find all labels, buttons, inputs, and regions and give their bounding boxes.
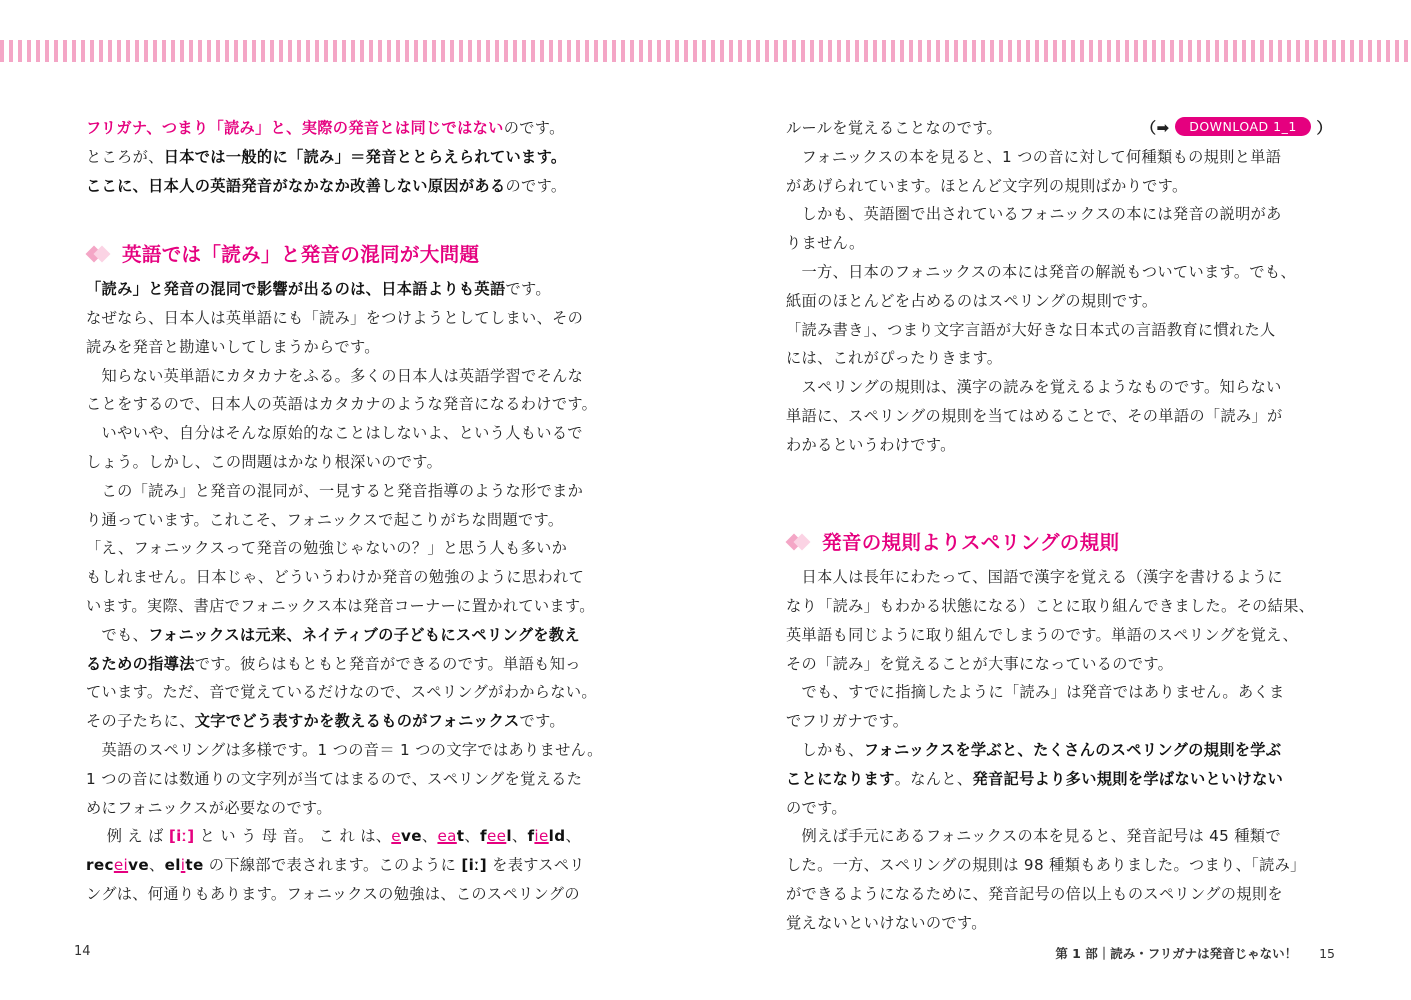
text-line <box>786 880 1334 909</box>
text-line <box>786 258 1334 287</box>
text-run: 単語に、スペリングの規則を当てはめることで、その単語の「読み」が <box>786 406 1283 425</box>
text-line <box>86 506 634 535</box>
left-body <box>86 275 634 909</box>
text-run: なぜなら、日本人は英単語にも「読み」をつけようとしてしまい、その <box>86 308 584 327</box>
text-line <box>86 794 634 823</box>
text-run: と い う 母 音。 こ れ は、 <box>194 827 392 846</box>
text-line <box>86 563 634 592</box>
text-line <box>86 678 634 707</box>
text-run: 1 つの音には数通りの文字列が当てはまるので、スペリングを覚えるた <box>86 769 583 788</box>
text-run: 発音記号より多い規則を学ばないといけない <box>972 769 1284 788</box>
text-run: 文字でどう表すかを教えるものがフォニックス <box>194 712 520 731</box>
text-line <box>86 880 634 909</box>
text-line <box>786 316 1334 345</box>
text-run: 、 <box>511 827 528 846</box>
text-run: には、これがぴったりきます。 <box>786 349 1003 368</box>
text-line <box>786 678 1334 707</box>
text-run: 、 <box>464 827 480 846</box>
text-run: ところが、 <box>86 147 164 166</box>
text-line <box>86 592 634 621</box>
text-run: でも、 <box>86 625 149 644</box>
text-line <box>786 822 1334 851</box>
text-line <box>786 143 1334 172</box>
text-run: [iː] <box>168 827 195 846</box>
text-line <box>86 275 634 304</box>
text-run: わかるというわけです。 <box>786 435 956 454</box>
text-run: 。なんと、 <box>894 769 973 788</box>
text-run: した。一方、スペリングの規則は 98 種類もありました。つまり、「読み」 <box>786 856 1306 875</box>
text-run: フォニックスを学ぶと、たくさんのスペリングの規則を学ぶ <box>863 740 1282 759</box>
text-line <box>86 390 634 419</box>
text-run: しかも、 <box>786 740 864 759</box>
text-run: l <box>506 827 512 846</box>
text-run: e <box>391 827 401 846</box>
text-line <box>86 172 634 201</box>
text-run: この「読み」と発音の混同が、一見すると発音指導のような形でまか <box>86 481 584 500</box>
left-section-heading <box>86 235 634 275</box>
text-run: るための指導法 <box>86 654 195 673</box>
text-run: ことになります <box>786 769 895 788</box>
text-line <box>786 172 1334 201</box>
text-run: その子たちに、 <box>86 712 195 731</box>
left-page <box>86 114 634 909</box>
text-run: t <box>456 827 465 846</box>
text-run: ee <box>486 827 507 846</box>
text-line <box>86 707 634 736</box>
text-run: 一方、日本のフォニックスの本には発音の解説もついています。でも、 <box>786 262 1297 281</box>
right-section-heading <box>786 523 1334 563</box>
text-run: を表すスペリ <box>486 856 585 875</box>
text-run: ができるようになるために、発音記号の倍以上ものスペリングの規則を <box>786 884 1283 903</box>
text-run: です。 <box>519 712 565 731</box>
text-run: f <box>527 827 535 846</box>
text-run: でフリガナです。 <box>786 712 909 731</box>
right-heading-text: 発音の規則よりスペリングの規則 <box>822 531 1120 555</box>
text-line <box>786 373 1334 402</box>
text-run: ei <box>113 856 129 875</box>
text-line <box>86 621 634 650</box>
text-run: ています。ただ、音で覚えているだけなので、スペリングがわからない。 <box>86 683 597 702</box>
text-line <box>786 563 1334 592</box>
right-body-1 <box>786 143 1334 460</box>
download-close-paren: ） <box>1316 119 1332 137</box>
text-run: el <box>164 856 181 875</box>
text-run: スペリングの規則は、漢字の読みを覚えるようなものです。知らない <box>786 378 1282 397</box>
text-run: でも、すでに指摘したように「読み」は発音ではありません。あくま <box>786 683 1285 702</box>
text-run: しょう。しかし、この問題はかなり根深いのです。 <box>86 452 443 471</box>
double-diamond-icon <box>786 533 816 553</box>
text-line <box>786 229 1334 258</box>
text-run: f <box>479 827 487 846</box>
text-run: 、 <box>149 856 165 875</box>
text-run: フォニックスは元来、ネイティブの子どもにスペリングを教え <box>148 625 580 644</box>
text-run: なり「読み」もわかる状態になる）ことに取り組んできました。その結果、 <box>786 596 1315 615</box>
right-page <box>786 114 1334 938</box>
text-line <box>786 650 1334 679</box>
page-number-right: 15 <box>1319 946 1335 961</box>
text-run: 知らない英単語にカタカナをふる。多くの日本人は英語学習でそんな <box>86 366 584 385</box>
text-run: です。 <box>505 280 551 299</box>
text-run: しかも、英語圏で出されているフォニックスの本には発音の説明があ <box>786 205 1282 224</box>
text-run: 例 え ば <box>86 827 169 846</box>
download-reference <box>1141 114 1332 143</box>
text-line <box>86 419 634 448</box>
text-run: ここに、日本人の英語発音がなかなか改善しない原因がある <box>86 176 506 195</box>
text-run: の下線部で表されます。このように <box>203 856 462 875</box>
right-body-2 <box>786 563 1334 937</box>
text-run: te <box>185 856 204 875</box>
text-line <box>786 707 1334 736</box>
page-number-left: 14 <box>74 944 91 959</box>
text-run: 「読み書き」、つまり文字言語が大好きな日本式の言語教育に慣れた人 <box>786 320 1276 339</box>
text-run: 、 <box>421 827 438 846</box>
text-run: ングは、何通りもあります。フォニックスの勉強は、このスペリングの <box>86 884 580 903</box>
text-line <box>86 736 634 765</box>
text-line <box>786 794 1334 823</box>
text-line <box>786 621 1334 650</box>
download-badge[interactable]: DOWNLOAD 1_1 <box>1175 117 1311 136</box>
text-run: ve <box>400 827 422 846</box>
text-run: のです。 <box>505 176 567 195</box>
text-run: rec <box>86 856 114 875</box>
text-run: i <box>180 856 186 875</box>
text-line <box>86 448 634 477</box>
text-line <box>786 736 1334 765</box>
text-run: 読みを発音と勘違いしてしまうからです。 <box>86 337 380 356</box>
text-line <box>786 431 1334 460</box>
text-run: のです。 <box>786 798 847 817</box>
text-run: 日本人は長年にわたって、国語で漢字を覚える（漢字を書けるように <box>786 568 1283 587</box>
footer-right <box>1055 944 1335 962</box>
text-line <box>86 822 634 851</box>
text-run: います。実際、書店でフォニックス本は発音コーナーに置かれています。 <box>86 596 595 615</box>
left-heading-text: 英語では「読み」と発音の混同が大問題 <box>122 243 480 267</box>
text-run: のです。 <box>503 119 565 137</box>
text-line <box>786 592 1334 621</box>
text-line <box>786 287 1334 316</box>
text-run: があげられています。ほとんど文字列の規則ばかりです。 <box>786 176 1188 195</box>
text-line <box>86 477 634 506</box>
text-run: 「え、フォニックスって発音の勉強じゃないの？」と思う人も多いか <box>86 539 568 558</box>
right-first-line-text: ルールを覚えることなのです。 <box>786 119 1003 137</box>
text-run: ve <box>128 856 150 875</box>
text-line <box>86 765 634 794</box>
text-line <box>786 851 1334 880</box>
text-run: 紙面のほとんどを占めるのはスペリングの規則です。 <box>786 291 1158 310</box>
text-line <box>86 851 634 880</box>
text-line <box>86 114 634 143</box>
text-line <box>86 534 634 563</box>
double-diamond-icon <box>86 245 116 265</box>
text-line <box>86 333 634 362</box>
text-run: ld <box>548 827 566 846</box>
text-line <box>786 344 1334 373</box>
left-intro <box>86 114 634 200</box>
running-footer-title: 第 1 部｜読み・フリガナは発音じゃない！ <box>1055 946 1298 961</box>
text-run: めにフォニックスが必要なのです。 <box>86 798 332 817</box>
text-run: フォニックスの本を見ると、1 つの音に対して何種類もの規則と単語 <box>786 147 1282 166</box>
text-run: です。彼らはもともと発音ができるのです。単語も知っ <box>194 654 581 673</box>
text-run: 例えば手元にあるフォニックスの本を見ると、発音記号は 45 種類で <box>786 827 1281 846</box>
text-run: 、 <box>565 827 581 846</box>
text-run: [iː] <box>461 856 487 875</box>
text-line <box>86 362 634 391</box>
right-first-line <box>786 114 1334 143</box>
text-run: ie <box>534 827 549 846</box>
text-run: 英単語も同じように取り組んでしまうのです。単語のスペリングを覚え、 <box>786 625 1299 644</box>
text-run: ことをするので、日本人の英語はカタカナのような発音になるわけです。 <box>86 395 598 414</box>
text-line <box>86 650 634 679</box>
text-run: 覚えないといけないのです。 <box>786 913 987 932</box>
text-line <box>786 402 1334 431</box>
text-run: 「読み」と発音の混同で影響が出るのは、日本語よりも英語 <box>86 280 506 299</box>
text-run: いやいや、自分はそんな原始的なことはしないよ、という人もいるで <box>86 424 583 443</box>
arrow-right-icon: （➡ <box>1140 119 1170 137</box>
text-line <box>86 304 634 333</box>
text-run: 日本では一般的に「読み」＝発音ととらえられています。 <box>163 147 567 166</box>
text-run: その「読み」を覚えることが大事になっているのです。 <box>786 654 1174 673</box>
text-run: りません。 <box>786 234 865 253</box>
text-line <box>86 143 634 172</box>
text-line <box>786 909 1334 938</box>
text-line <box>786 765 1334 794</box>
text-run: 英語のスペリングは多様です。1 つの音＝ 1 つの文字ではありません。 <box>86 740 603 759</box>
text-run: もしれません。日本じゃ、どういうわけか発音の勉強のように思われて <box>86 568 585 587</box>
text-run: り通っています。これこそ、フォニックスで起こりがちな問題です。 <box>86 510 564 529</box>
top-decorative-stripe <box>0 40 1411 62</box>
text-run: ea <box>437 827 457 846</box>
text-run: フリガナ、つまり「読み」と、実際の発音とは同じではない <box>86 119 504 137</box>
text-line <box>786 200 1334 229</box>
